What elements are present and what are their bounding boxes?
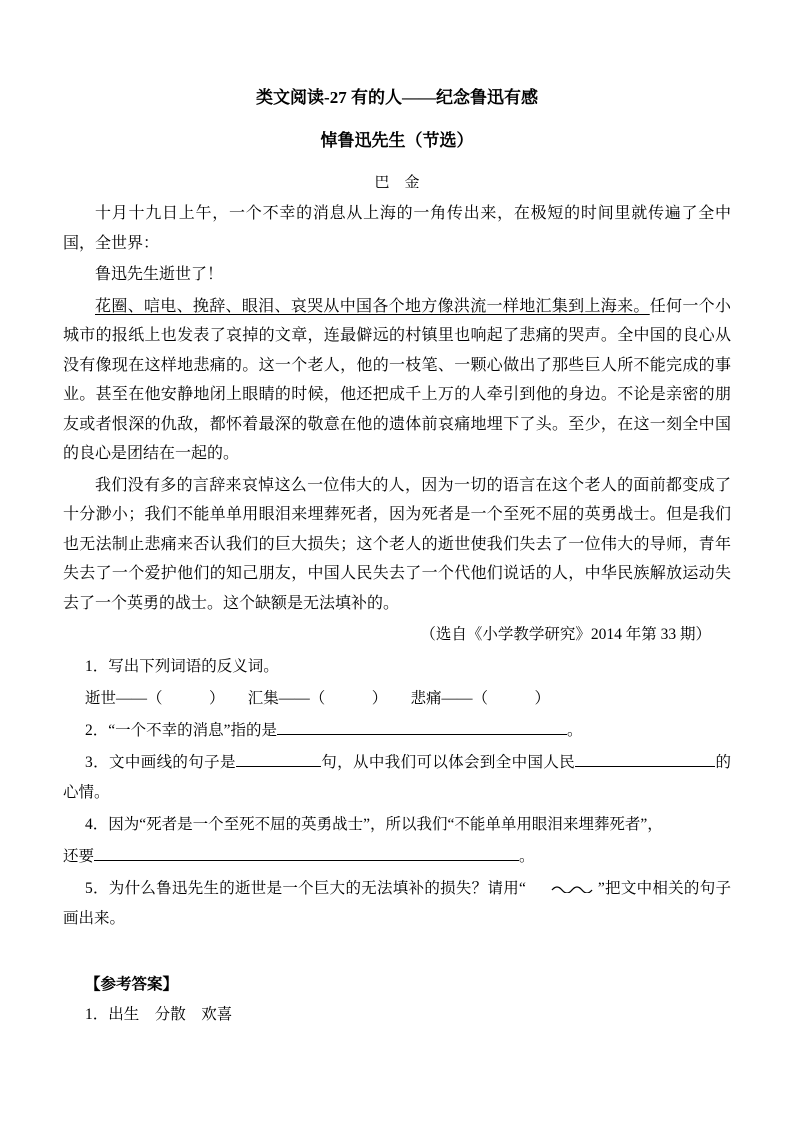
- wavy-line-icon: [528, 874, 596, 904]
- essay-body: [63, 199, 731, 650]
- answer-blank: [277, 719, 567, 735]
- question-3-text-1: 3．文中画线的句子是: [85, 753, 236, 771]
- answers-section: [63, 970, 731, 1030]
- question-1-blanks: 逝世——（ ） 汇集——（ ） 悲痛——（ ）: [85, 689, 551, 707]
- question-2: [63, 716, 731, 746]
- answers-header: 【参考答案】: [85, 975, 179, 993]
- question-4-text-2: 还要: [63, 847, 95, 865]
- underlined-sentence: 花圈、唁电、挽辞、眼泪、哀哭从中国各个地方像洪流一样地汇集到上海来。: [95, 297, 650, 315]
- question-5: [63, 874, 731, 934]
- question-1: 1．写出下列词语的反义词。: [85, 657, 279, 675]
- question-4: 4．因为“死者是一个至死不屈的英勇战士”，所以我们“不能单单用眼泪来埋葬死者”，: [85, 815, 663, 833]
- essay-paragraph-3: [63, 292, 731, 469]
- question-3-text-3: 的心情。: [63, 753, 731, 801]
- answer-blank: [236, 751, 321, 767]
- source-attribution: （选自《小学教学研究》2014 年第 33 期）: [420, 626, 711, 643]
- answer-blank: [94, 845, 519, 861]
- questions-section: [63, 652, 731, 934]
- question-5-text-2: ”把文中相关的句子画出来。: [63, 879, 731, 927]
- question-4-period: 。: [519, 847, 535, 865]
- author-name: 巴 金: [374, 175, 420, 191]
- answer-blank: [575, 751, 715, 767]
- essay-paragraph-3-rest: 任何一个小城市的报纸上也发表了哀掉的文章，连最僻远的村镇里也响起了悲痛的哭声。全中国的良心从没有像现在这样地悲痛的。这一个老人，他的一枝笔、一颗心做出了那些巨人所不能完成的事业。甚至在他安静地闭上眼睛的时候，他还把成千上万的人牵引到他的身边。不论是亲密的朋友或者恨深的仇敌，都怀着最深的敬意在他的遗体前哀痛地埋下了头。至少，在这一刻全中国的良心是团结在一起的。: [63, 297, 731, 462]
- question-5-text-1: 5．为什么鲁迅先生的逝世是一个巨大的无法填补的损失？请用“: [85, 879, 526, 897]
- answer-1: 1．出生 分散 欢喜: [85, 1005, 233, 1023]
- essay-paragraph-4: 我们没有多的言辞来哀悼这么一位伟大的人，因为一切的语言在这个老人的面前都变成了十分渺小；我们不能单单用眼泪来埋葬死者，因为死者是一个至死不屈的英勇战士。但是我们也无法制止悲痛来否认我们的巨大损失；这个老人的逝世使我们失去了一位伟大的导师，青年失去了一个爱护他们的知己朋友，中国人民失去了一个代他们说话的人，中华民族解放运动失去了一个英勇的战士。这个缺额是无法填补的。: [63, 476, 731, 612]
- question-2-text: 2．“一个不幸的消息”指的是: [85, 721, 278, 739]
- question-3-text-2: 句，从中我们可以体会到全中国人民: [320, 753, 576, 771]
- question-3: [63, 748, 731, 808]
- question-4-continued: [63, 842, 731, 872]
- essay-paragraph-1: 十月十九日上午，一个不幸的消息从上海的一角传出来，在极短的时间里就传遍了全中国，全世界：: [63, 205, 731, 252]
- question-2-period: 。: [567, 721, 583, 739]
- page-title: 类文阅读-27 有的人——纪念鲁迅有感: [256, 88, 538, 107]
- essay-paragraph-2: 鲁迅先生逝世了！: [95, 266, 224, 283]
- essay-title: 悼鲁迅先生（节选）: [320, 131, 474, 150]
